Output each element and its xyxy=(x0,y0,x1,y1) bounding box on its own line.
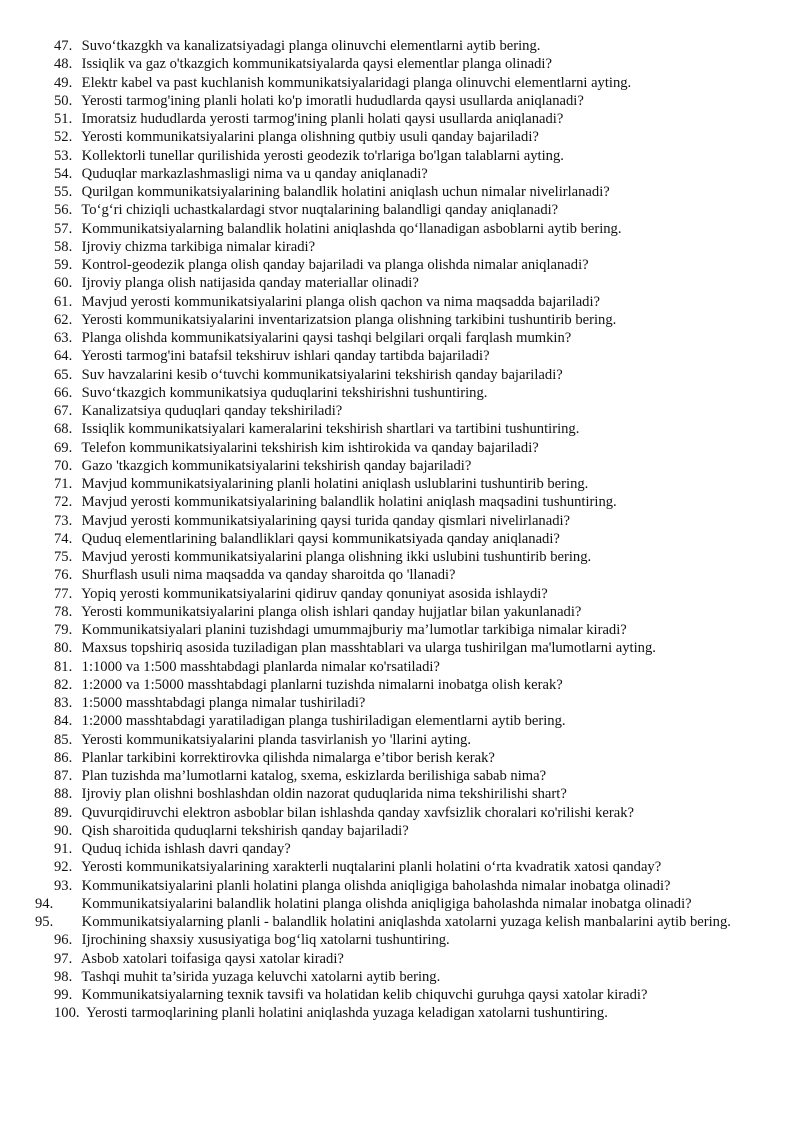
question-item xyxy=(54,694,742,712)
question-number: 58. xyxy=(54,238,73,255)
question-item xyxy=(54,804,742,822)
question-text: Mavjud yerosti kommunikatsiyalarini planga olishning ikki uslubini tushuntirib bering. xyxy=(81,549,592,565)
question-item xyxy=(54,420,742,438)
question-number: 60. xyxy=(54,275,73,292)
question-item xyxy=(54,585,742,603)
question-number: 91. xyxy=(54,841,73,857)
question-item xyxy=(54,293,742,311)
question-item xyxy=(54,366,742,384)
question-item xyxy=(54,530,742,548)
question-number: 70. xyxy=(54,457,73,474)
question-number: 63. xyxy=(54,330,73,346)
question-text: Yerosti tarmoqlarining planli holatini aniqlashda yuzaga keladigan xatolarni tushuntiring. xyxy=(86,1005,608,1022)
question-number: 71. xyxy=(54,476,73,492)
question-item xyxy=(54,55,742,73)
question-item xyxy=(54,621,742,639)
question-text: Plan tuzishda ma’lumotlarni katalog, sxema, eskizlarda berilishiga sabab nima? xyxy=(81,768,547,784)
question-item xyxy=(54,566,742,584)
question-number: 51. xyxy=(54,111,73,127)
question-number: 77. xyxy=(54,585,73,602)
question-number: 50. xyxy=(54,92,73,109)
question-text: Planga olishda kommunikatsiyalarini qaysi tashqi belgilari orqali farqlash mumkin? xyxy=(81,330,572,346)
question-number: 93. xyxy=(54,877,73,894)
question-number: 87. xyxy=(54,768,73,784)
question-number: 84. xyxy=(54,713,73,730)
question-text: Mavjud yerosti kommunikatsiyalarini planga olish qachon va nima maqsadda bajariladi? xyxy=(81,293,601,310)
question-number: 85. xyxy=(54,731,73,748)
question-text: Yerosti tarmog'ining planli holati ko'p imoratli hududlarda qaysi usullarda aniqlanadi? xyxy=(81,92,584,109)
question-item xyxy=(54,439,742,457)
question-item xyxy=(54,822,742,840)
question-text: Kontrol-geodezik planga olish qanday bajariladi va planga olishda nimalar aniqlanadi? xyxy=(81,257,589,273)
question-text: Mavjud yerosti kommunikatsiyalarining balandlik holatini aniqlash maqsadini tushuntiring. xyxy=(81,494,617,511)
question-text: Asbob xatolari toifasiga qaysi xatolar kiradi? xyxy=(80,950,344,967)
question-number: 79. xyxy=(54,622,73,638)
question-number: 82. xyxy=(54,676,73,693)
question-number: 67. xyxy=(54,403,73,419)
question-list xyxy=(35,37,742,1023)
question-number: 62. xyxy=(54,311,73,328)
question-text: Quvurqidiruvchi elektron asboblar bilan ishlashda qanday xavfsizlik choralari кo'rilishi kerak? xyxy=(81,804,635,821)
question-number: 98. xyxy=(54,968,73,985)
question-text: Ijroviy chizma tarkibiga nimalar kiradi? xyxy=(81,238,316,255)
question-text: Yerosti kommunikatsiyalarining xarakterli nuqtalarini planli holatini o‘rta kvadratik xatosi qanday? xyxy=(81,859,662,876)
question-item xyxy=(54,950,742,968)
question-item xyxy=(54,767,742,785)
question-text: Mavjud yerosti kommunikatsiyalarining qaysi turida qanday qismlari nivelirlanadi? xyxy=(81,512,571,529)
question-text: 1:2000 masshtabdagi yaratiladigan planga tushiriladigan elementlarni aytib bering. xyxy=(81,713,566,730)
question-number: 66. xyxy=(54,384,73,401)
question-text: Kommunikatsiyalarning planli - balandlik holatini aniqlashda xatolarni yuzaga kelish manbalarini aytib bering. xyxy=(81,914,731,930)
question-item xyxy=(54,840,742,858)
question-number: 74. xyxy=(54,530,73,547)
question-item xyxy=(54,201,742,219)
question-item xyxy=(54,785,742,803)
question-number: 47. xyxy=(54,38,73,54)
question-text: Maxsus topshiriq asosida tuziladigan plan masshtablari va ularga tushirilgan ma'lumotlarni ayting. xyxy=(81,640,656,657)
question-number: 75. xyxy=(54,549,73,565)
question-number: 80. xyxy=(54,640,73,657)
question-text: 1:1000 va 1:500 masshtabdagi planlarda nimalar кo'rsatiladi? xyxy=(81,658,440,675)
question-item xyxy=(54,986,742,1004)
question-item xyxy=(54,384,742,402)
question-text: 1:5000 masshtabdagi planga nimalar tushiriladi? xyxy=(81,695,366,711)
question-number: 83. xyxy=(54,695,73,711)
question-item xyxy=(35,895,742,913)
question-number: 78. xyxy=(54,603,73,620)
question-text: 1:2000 va 1:5000 masshtabdagi planlarni tuzishda nimalarni inobatga olish kerak? xyxy=(81,676,563,693)
question-item xyxy=(54,512,742,530)
question-item xyxy=(54,402,742,420)
question-item xyxy=(54,110,742,128)
question-item xyxy=(54,858,742,876)
question-text: Telefon kommunikatsiyalarini tekshirish kim ishtirokida va qanday bajariladi? xyxy=(81,439,539,456)
question-number: 54. xyxy=(54,165,73,182)
question-number: 81. xyxy=(54,658,73,675)
question-item xyxy=(54,37,742,55)
question-number: 90. xyxy=(54,822,73,839)
question-text: Qish sharoitida quduqlarni tekshirish qanday bajariladi? xyxy=(81,822,409,839)
question-item xyxy=(54,256,742,274)
question-text: Kommunikatsiyalarini planli holatini planga olishda aniqligiga baholashda nimalar inobatga olinadi? xyxy=(81,877,671,894)
question-text: Kanalizatsiya quduqlari qanday tekshiriladi? xyxy=(81,403,343,419)
question-number: 72. xyxy=(54,494,73,511)
question-item xyxy=(54,658,742,676)
question-text: Suvo‘tkazgkh va kanalizatsiyadagi planga olinuvchi elementlarni aytib bering. xyxy=(81,38,541,54)
question-text: Kommunikatsiyalarning texnik tavsifi va holatidan kelib chiquvchi guruhga qaysi xatolar kiradi? xyxy=(81,987,648,1003)
question-text: Quduq elementlarining balandliklari qaysi kommunikatsiyada qanday aniqlanadi? xyxy=(81,530,560,547)
question-item xyxy=(54,457,742,475)
question-item xyxy=(54,1004,742,1022)
question-number: 89. xyxy=(54,804,73,821)
question-number: 99. xyxy=(54,987,73,1003)
question-number: 65. xyxy=(54,366,73,383)
question-text: Elektr kabel va past kuchlanish kommunikatsiyalaridagi planga olinuvchi elementlarni ayting. xyxy=(81,74,632,91)
question-text: Shurflash usuli nima maqsadda va qanday sharoitda qo 'llanadi? xyxy=(81,567,456,584)
question-number: 76. xyxy=(54,567,73,584)
question-text: Mavjud kommunikatsiyalarining planli holatini aniqlash uslublarini tushuntirib bering. xyxy=(81,476,589,492)
question-text: Imoratsiz hududlarda yerosti tarmog'ining planli holati qaysi usullarda aniqlanadi? xyxy=(81,111,564,127)
question-number: 92. xyxy=(54,859,73,876)
question-text: Kommunikatsiyalari planini tuzishdagi umummajburiy ma’lumotlar tarkibiga nimalar kiradi? xyxy=(81,622,627,638)
question-text: Yerosti kommunikatsiyalarini planga olishning qutbiy usuli qanday bajariladi? xyxy=(81,129,539,146)
question-item xyxy=(54,676,742,694)
question-text: Quduqlar markazlashmasligi nima va u qanday aniqlanadi? xyxy=(81,165,428,182)
question-number: 97. xyxy=(54,950,73,967)
question-text: Issiqlik va gaz o'tkazgich kommunikatsiyalarda qaysi elementlar planga olinadi? xyxy=(81,56,552,73)
question-text: Gazo 'tkazgich kommunikatsiyalarini tekshirish qanday bajariladi? xyxy=(81,457,472,474)
question-number: 55. xyxy=(54,184,73,200)
question-number: 96. xyxy=(54,932,73,949)
question-text: Yerosti kommunikatsiyalarini inventarizatsion planga olishning tarkibini tushuntirib bering. xyxy=(81,311,617,328)
question-number: 53. xyxy=(54,147,73,164)
question-item xyxy=(54,475,742,493)
question-text: Suvo‘tkazgich kommunikatsiya quduqlarini tekshirishni tushuntiring. xyxy=(81,384,488,401)
question-number: 64. xyxy=(54,348,73,365)
question-number: 73. xyxy=(54,512,73,529)
question-text: Ijroviy planga olish natijasida qanday materiallar olinadi? xyxy=(81,275,419,292)
question-item xyxy=(54,183,742,201)
question-text: Yerosti kommunikatsiyalarini planga olish ishlari qanday hujjatlar bilan yakunlanadi? xyxy=(81,603,582,620)
question-item xyxy=(54,603,742,621)
question-item xyxy=(54,128,742,146)
question-text: Suv havzalarini kesib o‘tuvchi kommunikatsiyalarini tekshirish qanday bajariladi? xyxy=(81,366,563,383)
question-item xyxy=(54,731,742,749)
question-item xyxy=(54,92,742,110)
question-text: Qurilgan kommunikatsiyalarining balandlik holatini aniqlash uchun nimalar nivelirlanadi? xyxy=(81,184,610,200)
question-number: 69. xyxy=(54,439,73,456)
question-item xyxy=(54,238,742,256)
question-item xyxy=(54,968,742,986)
question-number: 59. xyxy=(54,257,73,273)
question-item xyxy=(54,931,742,949)
question-text: Quduq ichida ishlash davri qanday? xyxy=(81,841,291,857)
question-number: 52. xyxy=(54,129,73,146)
question-number: 100. xyxy=(54,1005,80,1022)
question-item xyxy=(54,639,742,657)
question-text: Yerosti tarmog'ini batafsil tekshiruv ishlari qanday tartibda bajariladi? xyxy=(81,348,490,365)
question-number: 57. xyxy=(54,220,73,237)
question-text: Tashqi muhit ta’sirida yuzaga keluvchi xatolarni aytib bering. xyxy=(81,968,441,985)
question-item xyxy=(54,274,742,292)
question-number: 49. xyxy=(54,74,73,91)
question-item xyxy=(54,877,742,895)
question-number: 56. xyxy=(54,202,73,219)
question-number: 95. xyxy=(35,914,54,930)
question-number: 68. xyxy=(54,421,73,438)
question-item xyxy=(54,329,742,347)
question-item xyxy=(54,220,742,238)
question-text: Issiqlik kommunikatsiyalari kameralarini tekshirish shartlari va tartibini tushuntiring. xyxy=(81,421,580,438)
question-number: 48. xyxy=(54,56,73,73)
question-item xyxy=(54,749,742,767)
question-number: 94. xyxy=(35,895,54,912)
question-text: Planlar tarkibini korrektirovka qilishda nimalarga e’tibor berish kerak? xyxy=(81,749,495,766)
question-item xyxy=(54,347,742,365)
question-item xyxy=(54,712,742,730)
question-text: Kommunikatsiyalarning balandlik holatini aniqlashda qo‘llanadigan asboblarni aytib bering. xyxy=(81,220,622,237)
question-text: Ijrochining shaxsiy xususiyatiga bog‘liq xatolarni tushuntiring. xyxy=(81,932,450,949)
question-text: Kommunikatsiyalarini balandlik holatini planga olishda aniqligiga baholashda nimalar inobatga olinadi? xyxy=(81,895,692,912)
question-item xyxy=(54,311,742,329)
question-number: 61. xyxy=(54,293,73,310)
question-number: 86. xyxy=(54,749,73,766)
question-item xyxy=(54,548,742,566)
question-item xyxy=(54,493,742,511)
question-item xyxy=(54,74,742,92)
question-item xyxy=(35,913,742,931)
question-text: To‘g‘ri chiziqli uchastkalardagi stvor nuqtalarining balandligi qanday aniqlanadi? xyxy=(81,202,559,219)
question-item xyxy=(54,165,742,183)
question-number: 88. xyxy=(54,786,73,803)
question-text: Ijroviy plan olishni boshlashdan oldin nazorat quduqlarida nima tekshirilishi shart? xyxy=(81,786,567,803)
question-text: Kollektorli tunellar qurilishida yerosti geodezik to'rlariga bo'lgan talablarni ayting. xyxy=(81,147,564,164)
question-text: Yopiq yerosti kommunikatsiyalarini qidiruv qanday qonuniyat asosida ishlaydi? xyxy=(81,585,548,602)
question-text: Yerosti kommunikatsiyalarini planda tasvirlanish yo 'llarini ayting. xyxy=(81,731,471,748)
question-item xyxy=(54,147,742,165)
